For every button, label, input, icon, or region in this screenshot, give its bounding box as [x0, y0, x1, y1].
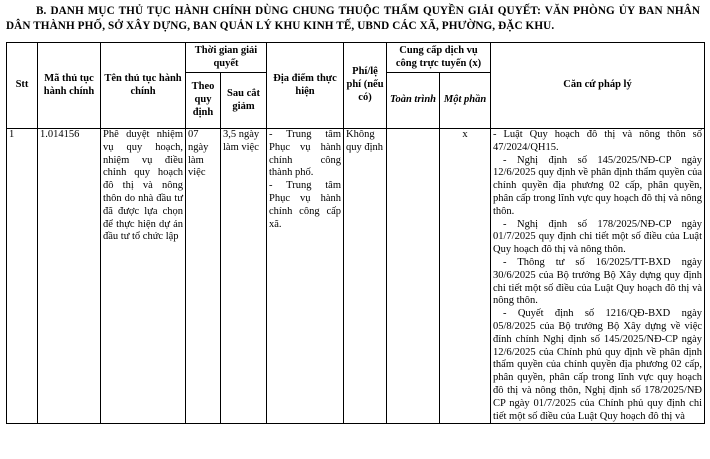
cell-online-partial: x [440, 129, 491, 424]
header-online-partial: Một phần [440, 73, 491, 129]
section-heading-text: B. DANH MỤC THỦ TỤC HÀNH CHÍNH DÙNG CHUNG THUỘC THẨM QUYỀN GIẢI QUYẾT: VĂN PHÒNG ỦY BAN NHÂN DÂN THÀNH PHỐ, SỞ XÂY DỰNG, BAN QUẢN LÝ KHU KINH TẾ, UBND CÁC XÃ, PHƯỜNG, ĐẶC KHU. [6, 5, 700, 32]
header-stt: Stt [7, 43, 38, 129]
table-row [7, 129, 705, 424]
section-heading [6, 4, 700, 34]
header-code: Mã thủ tục hành chính [38, 43, 101, 129]
cell-location [267, 129, 344, 424]
cell-time-reduced: 3,5 ngày làm việc [221, 129, 267, 424]
header-fee: Phí/lệ phí (nếu có) [344, 43, 387, 129]
header-name: Tên thủ tục hành chính [101, 43, 186, 129]
cell-name: Phê duyệt nhiệm vụ quy hoạch, nhiệm vụ điều chỉnh quy hoạch đô thị và nông thôn do nhà đầu tư đã được lựa chọn để thực hiện dự án đầu tư tổ chức lập [101, 129, 186, 424]
cell-fee: Không quy định [344, 129, 387, 424]
header-legal-basis: Căn cứ pháp lý [491, 43, 705, 129]
legal-basis-item: - Thông tư số 16/2025/TT-BXD ngày 30/6/2025 của Bộ trưởng Bộ Xây dựng quy định chi tiết một số điều của Luật Quy hoạch đô thị và nông thôn. [493, 256, 703, 307]
legal-basis-item: - Quyết định số 1216/QĐ-BXD ngày 05/8/2025 của Bộ trưởng Bộ Xây dựng về việc đính chính Nghị định số 145/2025/NĐ-CP ngày 12/6/2025 của Chính phủ quy định về phân định thẩm quyền của chính quyền địa phương 02 cấp, phân quyền, phân cấp trong lĩnh vực quy hoạch đô thị và nông thôn, Nghị định số 178/2025/NĐ CP ngày 01/7/2025 của Chính phủ quy định chi tiết một số điều của Luật Quy hoạch đô thị và [493, 308, 703, 422]
header-online-group: Cung cấp dịch vụ công trực tuyến (x) [387, 43, 491, 73]
header-online-full: Toàn trình [387, 73, 440, 129]
cell-time-by-rule: 07 ngày làm việc [186, 129, 221, 424]
location-line: - Trung tâm Phục vụ hành chính công thành phố. [269, 129, 342, 179]
header-time-by-rule: Theo quy định [186, 73, 221, 129]
cell-online-full [387, 129, 440, 424]
header-time-group: Thời gian giải quyết [186, 43, 267, 73]
legal-basis-item: - Nghị định số 178/2025/NĐ-CP ngày 01/7/2025 quy định chi tiết một số điều của Luật Quy hoạch đô thị và nông thôn. [493, 218, 703, 256]
header-time-reduced: Sau cắt giảm [221, 73, 267, 129]
cell-code: 1.014156 [38, 129, 101, 424]
cell-legal-basis [491, 129, 705, 424]
procedure-table [6, 42, 705, 424]
location-line: - Trung tâm Phục vụ hành chính công cấp xã. [269, 180, 342, 230]
legal-basis-item: - Nghị định số 145/2025/NĐ-CP ngày 12/6/2025 quy định về phân định thẩm quyền của chính quyền địa phương 02 cấp, phân quyền, phân cấp trong lĩnh vực quy hoạch đô thị và nông thôn. [493, 154, 703, 217]
cell-stt: 1 [7, 129, 38, 424]
legal-basis-item: - Luật Quy hoạch đô thị và nông thôn số 47/2024/QH15. [493, 129, 703, 153]
header-location: Địa điểm thực hiện [267, 43, 344, 129]
